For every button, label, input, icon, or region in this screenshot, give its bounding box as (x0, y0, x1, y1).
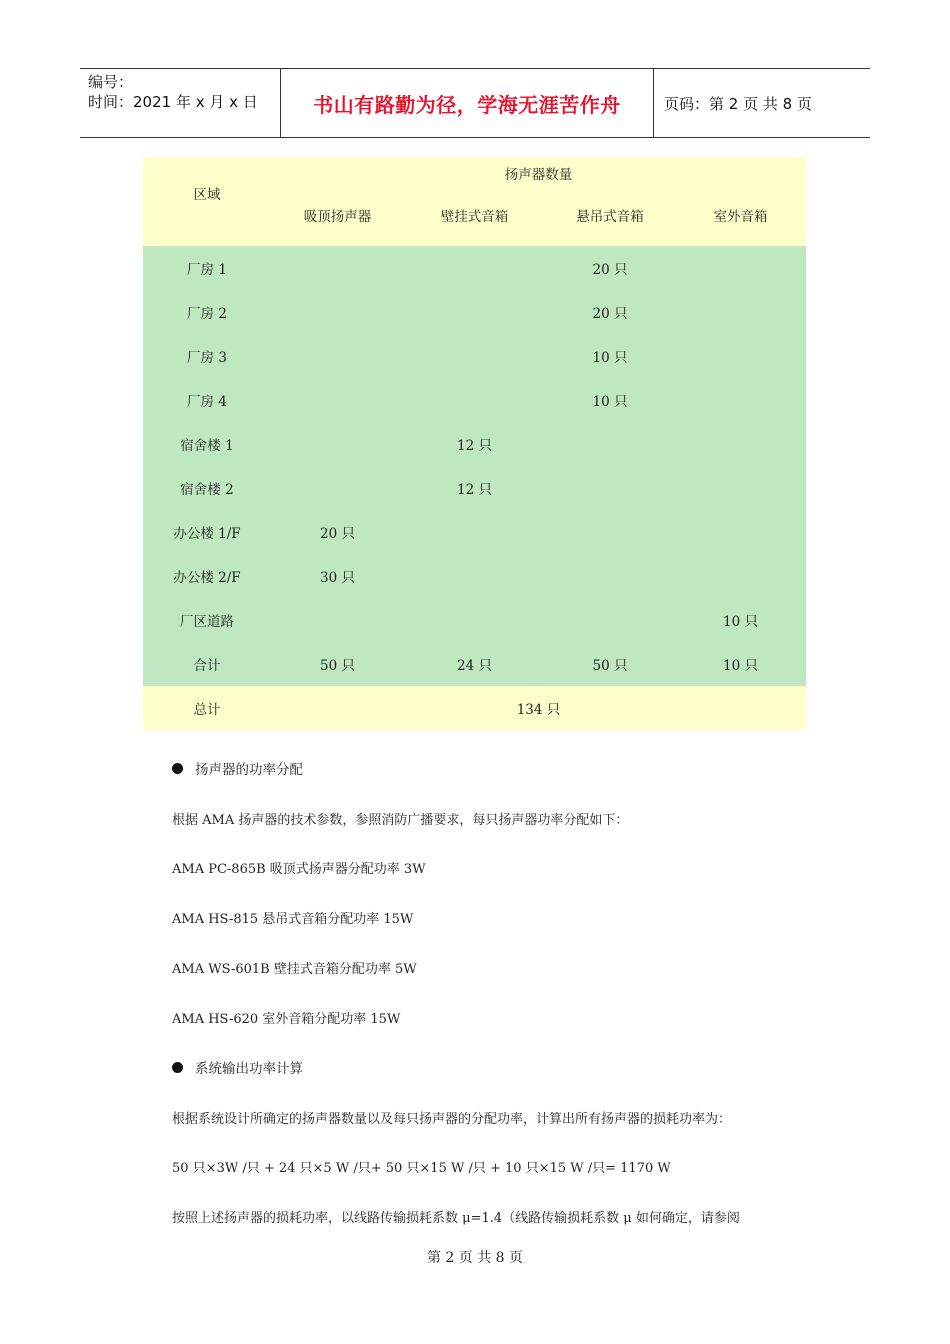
table-header (143, 157, 806, 246)
spec-line: AMA PC-865B 吸顶式扬声器分配功率 3W (172, 862, 426, 877)
area-cell: 厂区道路 (180, 614, 234, 630)
total-label: 总计 (193, 702, 221, 718)
cell: 10 只 (723, 658, 758, 674)
area-cell: 办公楼 2/F (173, 570, 241, 586)
cell: 20 只 (592, 262, 628, 278)
spec-line: AMA HS-620 室外音箱分配功率 15W (172, 1012, 401, 1027)
table-row (143, 598, 806, 642)
area-cell: 宿舍楼 1 (180, 438, 234, 454)
table-row (143, 466, 806, 510)
bullet-icon (172, 1062, 183, 1073)
column-header: 吸顶扬声器 (303, 209, 372, 225)
area-cell: 厂房 1 (187, 262, 227, 278)
formula: 50 只×3W /只 + 24 只×5 W /只+ 50 只×15 W /只 + 10 只×15 W /只= 1170 W (172, 1161, 671, 1176)
spec-line: AMA WS-601B 壁挂式音箱分配功率 5W (172, 962, 417, 977)
section-heading-output-power (172, 1057, 303, 1077)
column-header: 室外音箱 (713, 209, 768, 225)
header-info (80, 69, 281, 137)
area-cell: 办公楼 1/F (173, 526, 241, 542)
bullet-icon (172, 763, 183, 774)
cell: 50 只 (592, 658, 628, 674)
table-row (143, 510, 806, 554)
speaker-quantity-table (143, 157, 806, 730)
cell: 24 只 (457, 658, 492, 674)
header-motto: 书山有路勤为径，学海无涯苦作舟 (281, 69, 654, 137)
area-cell: 厂房 3 (187, 350, 227, 366)
paragraph: 根据 AMA 扬声器的技术参数，参照消防广播要求，每只扬声器功率分配如下： (172, 813, 629, 828)
group-header: 扬声器数量 (504, 167, 573, 183)
table-row (143, 554, 806, 598)
column-header: 壁挂式音箱 (440, 209, 509, 225)
spec-line: AMA HS-815 悬吊式音箱分配功率 15W (172, 912, 414, 927)
code-label: 编号： (88, 73, 134, 91)
section-heading-power-allocation (172, 758, 303, 778)
table-total-row (143, 686, 806, 730)
region-header: 区域 (193, 187, 221, 203)
column-header: 悬吊式音箱 (576, 209, 644, 225)
heading-text: 系统输出功率计算 (195, 1061, 303, 1077)
table-row (143, 334, 806, 378)
area-cell: 宿舍楼 2 (180, 482, 234, 498)
table-row (143, 378, 806, 422)
area-cell: 厂房 4 (187, 394, 227, 410)
paragraph: 按照上述扬声器的损耗功率，以线路传输损耗系数 μ=1.4（线路传输损耗系数 μ 如何确定，请参阅 (172, 1211, 740, 1226)
table-row (143, 246, 806, 290)
area-cell: 合计 (193, 658, 221, 674)
paragraph: 根据系统设计所确定的扬声器数量以及每只扬声器的分配功率，计算出所有扬声器的损耗功率为： (172, 1112, 732, 1127)
cell: 10 只 (592, 394, 628, 410)
cell: 12 只 (457, 438, 492, 454)
total-value: 134 只 (516, 702, 561, 718)
cell: 12 只 (457, 482, 492, 498)
table-row (143, 422, 806, 466)
cell: 30 只 (320, 570, 355, 586)
page-header (80, 68, 870, 138)
column-headers (271, 205, 806, 225)
cell: 10 只 (592, 350, 628, 366)
header-page-info: 页码：第 2 页 共 8 页 (664, 94, 812, 113)
area-cell: 厂房 2 (187, 306, 227, 322)
heading-text: 扬声器的功率分配 (195, 762, 303, 778)
page-footer: 第 2 页 共 8 页 (426, 1250, 524, 1266)
table-row (143, 290, 806, 334)
cell: 10 只 (723, 614, 758, 630)
time-label: 时间：2021 年 x 月 x 日 (88, 93, 258, 111)
cell: 20 只 (320, 526, 355, 542)
table-body (143, 246, 806, 686)
cell: 20 只 (592, 306, 628, 322)
table-row (143, 642, 806, 686)
cell: 50 只 (320, 658, 355, 674)
